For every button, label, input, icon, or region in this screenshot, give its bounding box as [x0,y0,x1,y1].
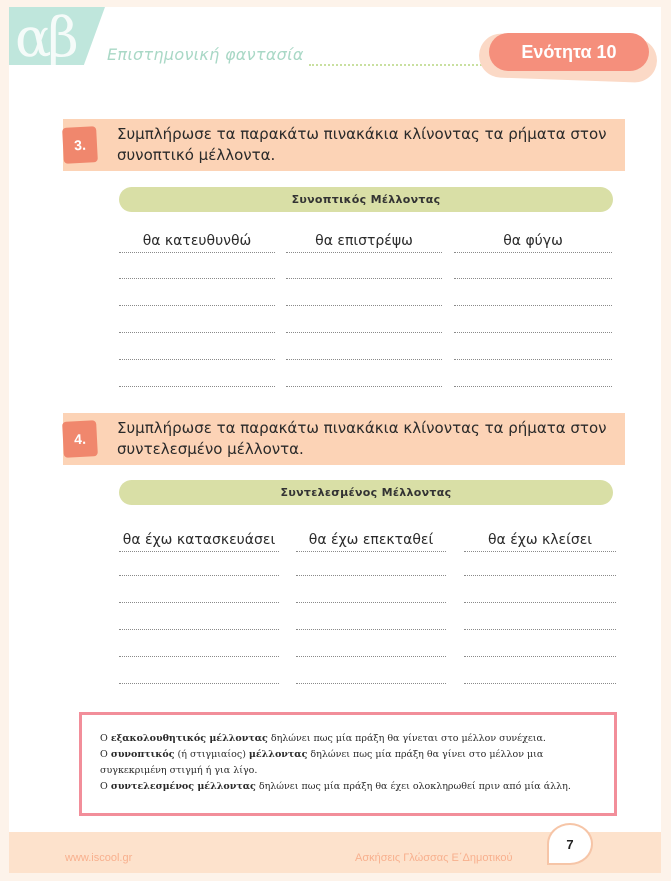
exercise-3-header [63,119,625,171]
answer-line[interactable] [286,278,442,279]
answer-line[interactable] [454,278,612,279]
exercise-number: 4. [62,420,98,458]
note-line [100,747,610,779]
note-text: δηλώνει πως μία πράξη θα έχει ολοκληρωθεί πριν από μία άλλη. [255,781,571,792]
answer-line[interactable] [464,629,616,630]
header-divider [309,64,485,66]
verb-table [286,233,442,393]
instruction-line: συνοπτικό μέλλοντα. [117,146,276,164]
answer-line[interactable] [286,359,442,360]
answer-line[interactable] [119,575,279,576]
answer-line[interactable] [464,683,616,684]
answer-line[interactable] [119,683,279,684]
worksheet-page [9,7,661,873]
answer-line[interactable] [119,278,275,279]
answer-line[interactable] [464,656,616,657]
note-text: Ο [100,781,111,792]
note-text: δηλώνει πως μία πράξη θα γίνει στο μέλλον μια συγκεκριμένη στιγμή ή για λίγο. [100,749,544,776]
answer-line[interactable] [296,683,446,684]
answer-line[interactable] [119,629,279,630]
verb-table [296,532,446,692]
answer-line[interactable] [454,359,612,360]
verb-table [464,532,616,692]
answer-line[interactable] [454,305,612,306]
instruction-line: Συμπλήρωσε τα παρακάτω πινακάκια κλίνοντας τα ρήματα στον [117,419,607,437]
note-line [100,779,610,795]
note-term: συνοπτικός [110,749,175,760]
answer-line[interactable] [464,575,616,576]
note-text: (ή στιγμιαίος) [174,749,249,760]
verb-table [119,233,275,393]
instruction-line: Συμπλήρωσε τα παρακάτω πινακάκια κλίνοντας τα ρήματα στον [117,125,607,143]
answer-line[interactable] [286,386,442,387]
note-text: δηλώνει πως μία πράξη θα γίνεται στο μέλλον συνέχεια. [267,733,546,744]
exercise-instruction [117,418,617,460]
verb-heading: θα έχω επεκταθεί [296,532,446,552]
exercise-instruction [117,124,617,166]
tense-title: Συντελεσμένος Μέλλοντας [119,480,613,505]
verb-heading: θα κατευθυνθώ [119,233,275,253]
answer-line[interactable] [119,386,275,387]
answer-line[interactable] [286,332,442,333]
grammar-note-text [100,731,610,795]
verb-heading: θα φύγω [454,233,612,253]
answer-line[interactable] [119,656,279,657]
answer-line[interactable] [464,602,616,603]
tense-title: Συνοπτικός Μέλλοντας [119,187,613,212]
instruction-line: συντελεσμένο μέλλοντα. [117,440,304,458]
answer-line[interactable] [286,305,442,306]
note-term: εξακολουθητικός μέλλοντας [110,733,268,744]
verb-table [454,233,612,393]
note-line [100,731,610,747]
logo: αβ [15,7,75,69]
verb-heading: θα έχω κλείσει [464,532,616,552]
answer-line[interactable] [454,332,612,333]
exercise-4-header [63,413,625,465]
answer-line[interactable] [119,332,275,333]
verb-heading: θα έχω κατασκευάσει [119,532,279,552]
unit-badge: Ενότητα 10 [489,33,649,71]
answer-line[interactable] [296,629,446,630]
note-text: Ο [100,749,111,760]
answer-line[interactable] [296,656,446,657]
answer-line[interactable] [296,575,446,576]
footer-book-name: Ασκήσεις Γλώσσας Ε΄Δημοτικού [355,852,513,864]
footer-website: www.iscool.gr [65,852,133,864]
exercise-number: 3. [62,126,98,164]
answer-line[interactable] [119,359,275,360]
note-term: μέλλοντας [248,749,308,760]
answer-line[interactable] [119,602,279,603]
note-term: συντελεσμένος μέλλοντας [110,781,256,792]
grammar-note-box [79,712,617,816]
book-title: Επιστημονική φαντασία [107,45,304,64]
verb-heading: θα επιστρέψω [286,233,442,253]
answer-line[interactable] [119,305,275,306]
answer-line[interactable] [454,386,612,387]
answer-line[interactable] [296,602,446,603]
verb-table [119,532,279,692]
note-text: Ο [100,733,111,744]
page-number: 7 [547,823,593,865]
